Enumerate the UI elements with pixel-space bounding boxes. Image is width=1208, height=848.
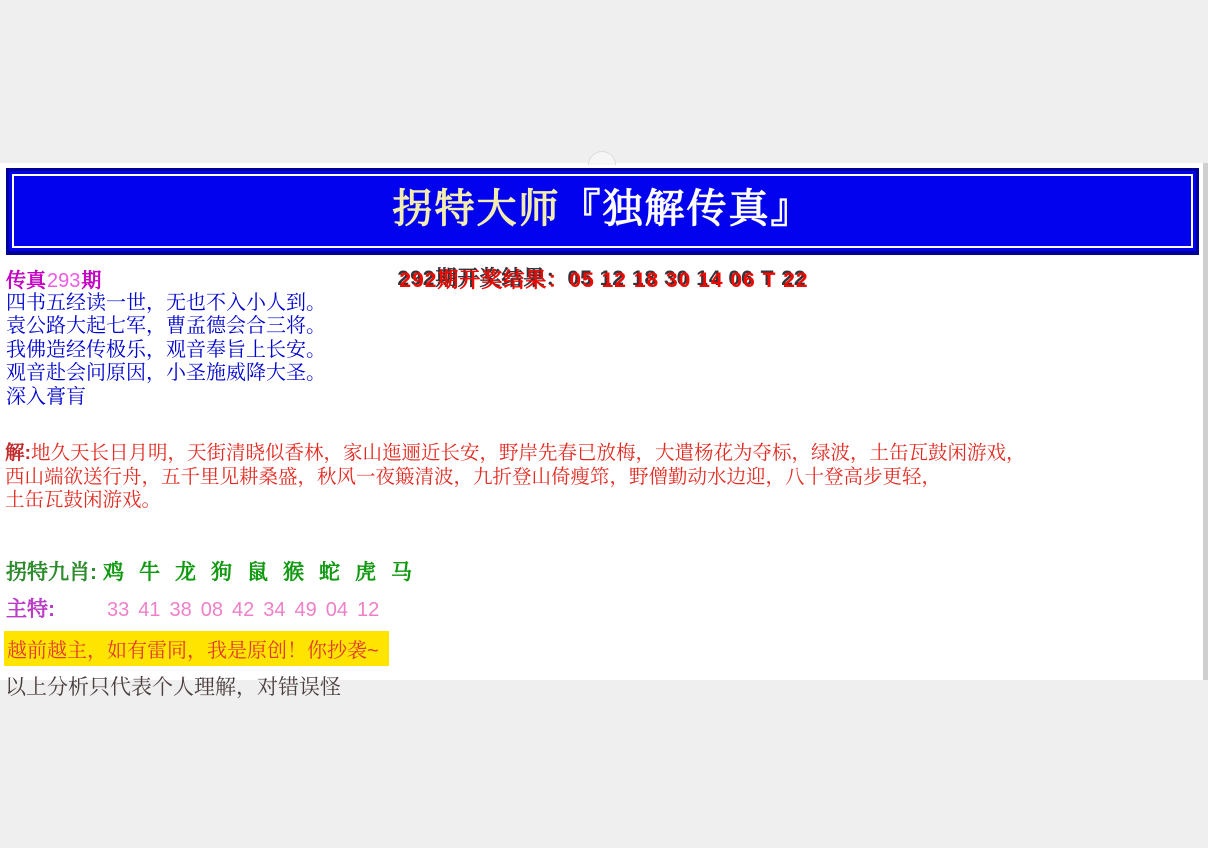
special-number: 04 xyxy=(325,599,348,622)
poem-line: 我佛造经传极乐，观音奉旨上长安。 xyxy=(6,338,326,361)
fax-sheet xyxy=(0,163,1208,700)
main-special-row xyxy=(6,593,1208,623)
draw-result-text: 292期开奖结果：05 12 18 30 14 06 T 22 xyxy=(399,269,809,292)
page-title-bracket: 『独解传真』 xyxy=(560,186,813,231)
zodiac-animal: 鼠 xyxy=(247,561,268,585)
zodiac-animal: 龙 xyxy=(175,561,196,585)
zodiac-animal: 虎 xyxy=(355,561,376,585)
zodiac-animal: 鸡 xyxy=(103,561,124,585)
special-number: 41 xyxy=(138,599,161,622)
special-number: 08 xyxy=(200,599,223,622)
poem-line: 观音赴会问原因，小圣施威降大圣。 xyxy=(6,362,326,385)
poem-block xyxy=(6,292,1208,409)
issue-prefix: 传真 xyxy=(6,270,46,292)
issue-number: 293 xyxy=(47,270,81,292)
analysis-line xyxy=(5,442,1208,466)
special-number: 42 xyxy=(232,599,255,622)
page-title xyxy=(9,171,1196,247)
analysis-line: 土缶瓦鼓闲游戏。 xyxy=(5,489,162,512)
special-number: 34 xyxy=(263,599,286,622)
page-title-master: 拐特大师 xyxy=(392,186,561,231)
nine-zodiac-row xyxy=(6,556,1208,586)
analysis-line-text: 地久天长日月明，天街清晓似香林，家山迤逦近长安，野岸先春已放梅，大遣杨花为夺标，绿波，土缶瓦鼓闲游戏， xyxy=(31,442,1026,465)
top-notch-decoration xyxy=(588,151,616,165)
nine-zodiac-label: 拐特九肖: xyxy=(6,561,97,585)
analysis-label: 解: xyxy=(5,442,31,465)
header-row xyxy=(0,264,1208,292)
special-number: 12 xyxy=(357,599,380,622)
zodiac-animal: 猴 xyxy=(283,561,304,585)
poem-line: 四书五经读一世，无也不入小人到。 xyxy=(6,292,326,314)
analysis-block xyxy=(5,442,1208,513)
issue-label xyxy=(6,264,101,293)
notice-row xyxy=(4,631,1208,666)
zodiac-animal: 马 xyxy=(391,561,412,585)
main-special-label: 主特: xyxy=(6,598,55,622)
analysis-line: 西山端欲送行舟，五千里见耕桑盛，秋风一夜簸清波，九折登山倚瘦筇，野僧勤动水边迎，八十登高步更轻， xyxy=(5,465,942,488)
poem-line: 深入膏肓 xyxy=(6,385,86,408)
nine-zodiac-animals xyxy=(103,561,427,585)
main-special-numbers xyxy=(107,599,388,622)
zodiac-animal: 蛇 xyxy=(319,561,340,585)
disclaimer-text: 以上分析只代表个人理解，对错误怪 xyxy=(5,676,341,700)
scrollbar-strip[interactable] xyxy=(1203,163,1208,680)
poem-line: 袁公路大起七军，曹孟德会合三将。 xyxy=(6,315,326,338)
special-number: 38 xyxy=(169,599,192,622)
title-banner xyxy=(6,168,1199,255)
originality-notice: 越前越主，如有雷同，我是原创！你抄袭~ xyxy=(4,631,389,666)
zodiac-animal: 牛 xyxy=(139,561,160,585)
special-number: 33 xyxy=(107,599,130,622)
zodiac-animal: 狗 xyxy=(211,561,232,585)
special-number: 49 xyxy=(294,599,317,622)
issue-suffix: 期 xyxy=(81,270,102,292)
